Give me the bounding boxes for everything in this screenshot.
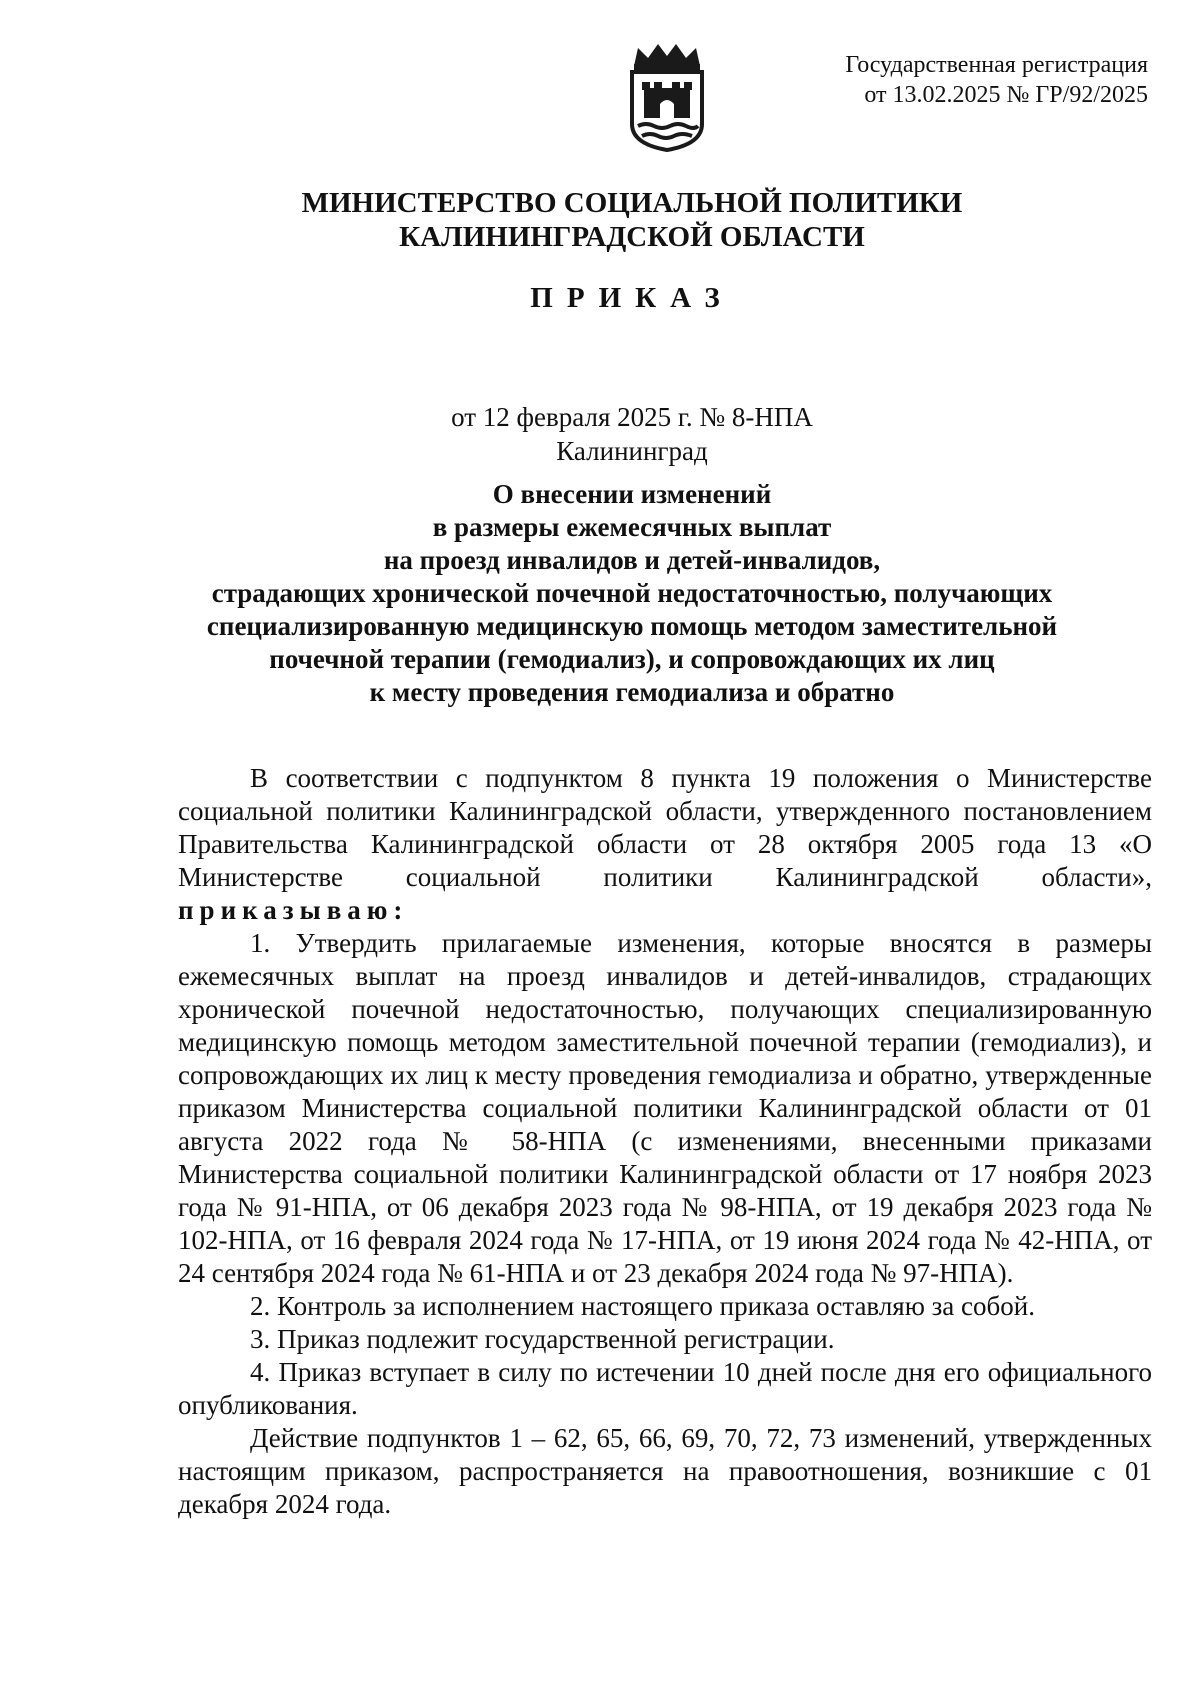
state-registration-stamp: [845, 50, 1148, 110]
ministry-name-line-1: МИНИСТЕРСТВО СОЦИАЛЬНОЙ ПОЛИТИКИ: [301, 187, 963, 219]
subject-line: почечной терапии (гемодиализ), и сопровождающих их лиц: [269, 644, 995, 674]
item-1-paragraph: 1. Утвердить прилагаемые изменения, которые вносятся в размеры ежемесячных выплат на проезд инвалидов и детей-инвалидов, страдающих хронической почечной недостаточностью, получающих специализированную медицинскую помощь методом заместительной почечной терапии (гемодиализ), и сопровождающих их лиц к месту проведения гемодиализа и обратно, утвержденные приказом Министерства социальной политики Калининградской области от 01 августа 2022 года № 58-НПА (с изменениями, внесенными приказами Министерства социальной политики Калининградской области от 17 ноября 2023 года № 91-НПА, от 06 декабря 2023 года № 98-НПА, от 19 декабря 2023 года № 102-НПА, от 16 февраля 2024 года № 17-НПА, от 19 июня 2024 года № 42-НПА, от 24 сентября 2024 года № 61-НПА и от 23 декабря 2024 года № 97-НПА).: [178, 928, 1152, 1288]
subject-line: страдающих хронической почечной недостаточностью, получающих: [211, 578, 1053, 608]
subject-line: к месту проведения гемодиализа и обратно: [369, 677, 895, 707]
item-2-paragraph: 2. Контроль за исполнением настоящего приказа оставляю за собой.: [250, 1291, 1035, 1321]
closing-paragraph: Действие подпунктов 1 – 62, 65, 66, 69, 70, 72, 73 изменений, утвержденных настоящим приказом, распространяется на правоотношения, возникшие с 01 декабря 2024 года.: [178, 1423, 1152, 1519]
subject-line: специализированную медицинскую помощь методом заместительной: [206, 611, 1058, 641]
registration-line-2: от 13.02.2025 № ГР/92/2025: [864, 82, 1148, 108]
order-details: [0, 400, 1200, 468]
kaliningrad-coat-of-arms-icon: [624, 40, 710, 152]
item-3-paragraph: 3. Приказ подлежит государственной регистрации.: [250, 1324, 835, 1354]
order-subject: [0, 478, 1200, 709]
subject-line: О внесении изменений: [492, 479, 772, 509]
order-city: Калининград: [556, 436, 708, 466]
document-type-title: ПРИКАЗ: [530, 282, 734, 314]
ministry-name: [0, 186, 1200, 254]
order-body: [178, 762, 1152, 1521]
subject-line: на проезд инвалидов и детей-инвалидов,: [383, 545, 881, 575]
ministry-name-line-2: КАЛИНИНГРАДСКОЙ ОБЛАСТИ: [399, 221, 865, 253]
order-date-number: от 12 февраля 2025 г. № 8-НПА: [451, 402, 813, 432]
subject-line: в размеры ежемесячных выплат: [432, 512, 832, 542]
item-4-paragraph: 4. Приказ вступает в силу по истечении 10 дней после дня его официального опубликования.: [178, 1357, 1152, 1420]
registration-line-1: Государственная регистрация: [845, 52, 1148, 78]
preamble-text: В соответствии с подпунктом 8 пункта 19 положения о Министерстве социальной политики Калининградской области, утвержденного постановлением Правительства Калининградской области от 28 октября 2005 года 13 «О Министерстве социальной политики Калининградской области»,: [178, 763, 1152, 892]
order-word: приказываю:: [178, 895, 409, 925]
preamble-paragraph: [178, 762, 1152, 927]
